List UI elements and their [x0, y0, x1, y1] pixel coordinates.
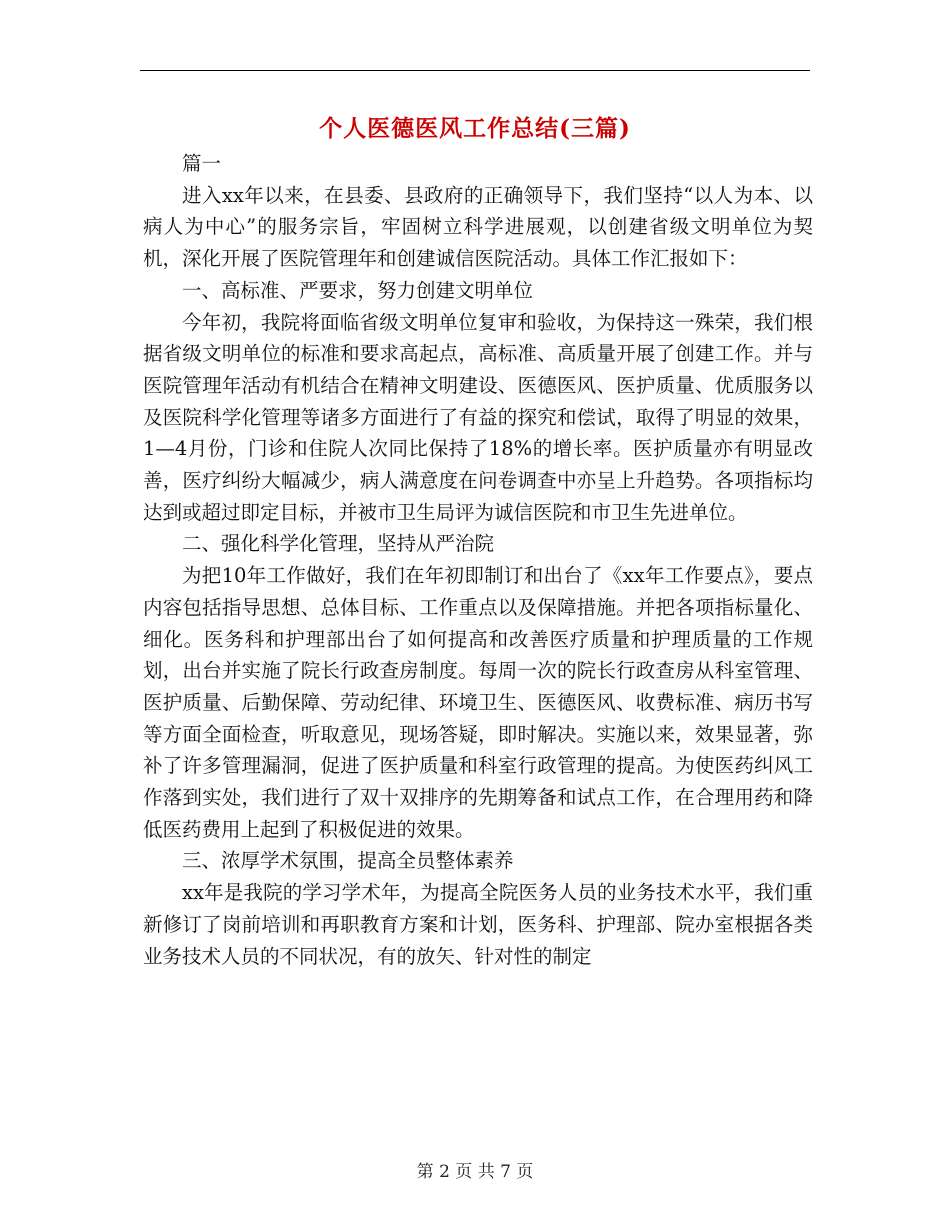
- document-title: 个人医德医风工作总结(三篇): [319, 115, 631, 142]
- page-number-footer: 第 2 页 共 7 页: [416, 1162, 534, 1182]
- paragraph-2: 为把10年工作做好，我们在年初即制订和出台了《xx年工作要点》，要点内容包括指导思想、总体目标、工作重点以及保障措施。并把各项指标量化、细化。医务科和护理部出台了如何提高和改善医疗质量和护理质量的工作规划，出台并实施了院长行政查房制度。每周一次的院长行政查房从科室管理、医护质量、后勤保障、劳动纪律、环境卫生、医德医风、收费标准、病历书写等方面全面检查，听取意见，现场答疑，即时解决。实施以来，效果显著，弥补了许多管理漏洞，促进了医护质量和科室行政管理的提高。为使医药纠风工作落到实处，我们进行了双十双排序的先期筹备和试点工作，在合理用药和降低医药费用上起到了积极促进的效果。: [143, 564, 813, 841]
- section-heading-1: 一、高标准、严要求，努力创建文明单位: [182, 278, 534, 302]
- section-heading-2: 二、强化科学化管理，坚持从严治院: [182, 532, 495, 556]
- document-body: [143, 148, 813, 972]
- paragraph-1: 今年初，我院将面临省级文明单位复审和验收，为保持这一殊荣，我们根据省级文明单位的标准和要求高起点，高标准、高质量开展了创建工作。并与医院管理年活动有机结合在精神文明建设、医德医风、医护质量、优质服务以及医院科学化管理等诸多方面进行了有益的探究和偿试，取得了明显的效果，1—4月份，门诊和住院人次同比保持了18%的增长率。医护质量亦有明显改善，医疗纠纷大幅减少，病人满意度在问卷调查中亦呈上升趋势。各项指标均达到或超过即定目标，并被市卫生局评为诚信医院和市卫生先进单位。: [143, 310, 813, 524]
- section-label: 篇一: [182, 152, 222, 175]
- paragraph-3: xx年是我院的学习学术年，为提高全院医务人员的业务技术水平，我们重新修订了岗前培训和再职教育方案和计划，医务科、护理部、院办室根据各类业务技术人员的不同状况，有的放矢、针对性的制定: [143, 881, 813, 968]
- section-heading-3: 三、浓厚学术氛围，提高全员整体素养: [182, 849, 514, 873]
- intro-paragraph: 进入xx年以来，在县委、县政府的正确领导下，我们坚持“以人为本、以病人为中心”的服务宗旨，牢固树立科学进展观，以创建省级文明单位为契机，深化开展了医院管理年和创建诚信医院活动。具体工作汇报如下：: [143, 183, 813, 271]
- header-rule: [140, 70, 810, 71]
